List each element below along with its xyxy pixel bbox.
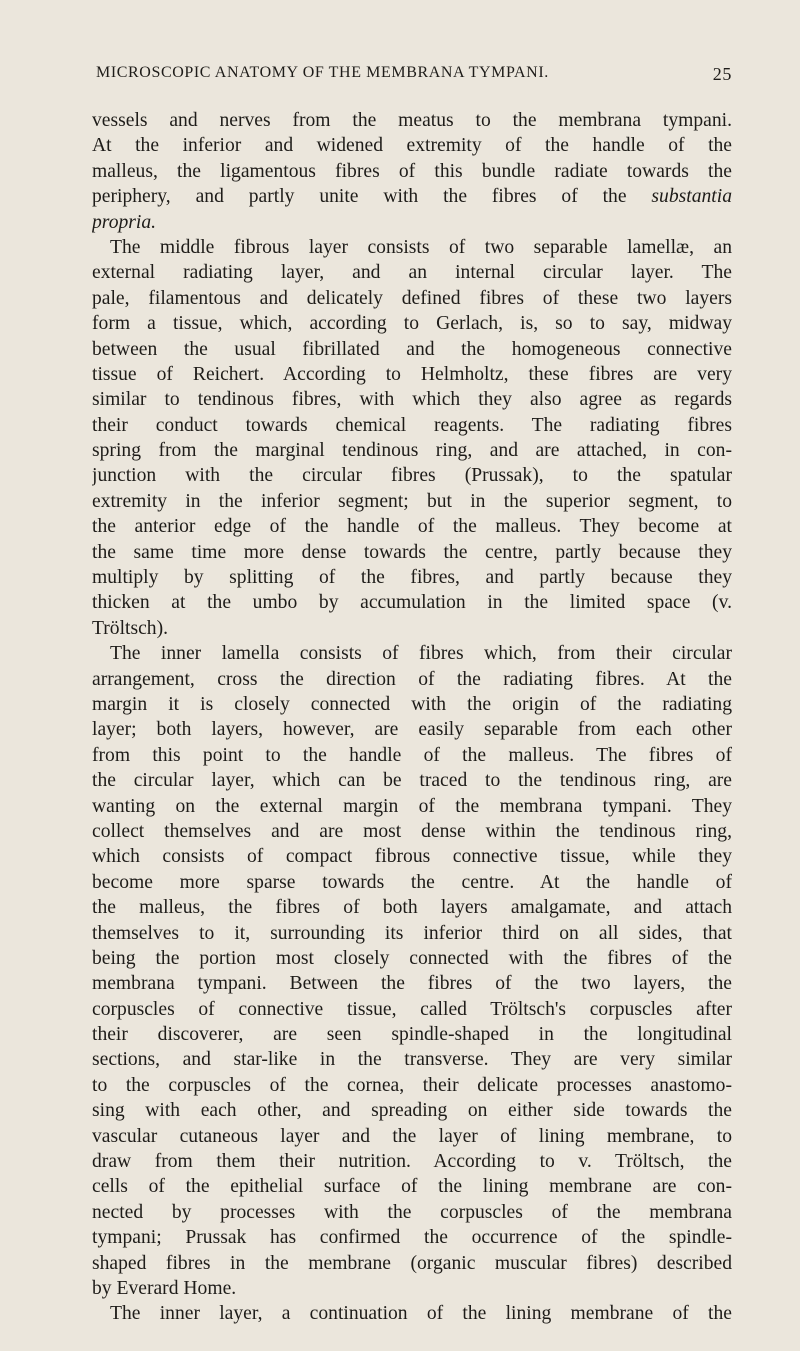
text-line: their discoverer, are seen spindle-shaped in the longitudinal: [92, 1024, 732, 1046]
text-line: become more sparse towards the centre. At the handle of: [92, 871, 732, 893]
text-line: junction with the circular fibres (Prussak), to the spatular: [92, 465, 732, 487]
text-line: margin it is closely connected with the origin of the radiating: [92, 693, 732, 715]
text-line: pale, filamentous and delicately defined fibres of these two layers: [92, 287, 732, 309]
text-line: multiply by splitting of the fibres, and partly because they: [92, 567, 732, 589]
text-fragment: periphery, and partly unite with the fibres of the: [92, 186, 652, 208]
text-line: form a tissue, which, according to Gerlach, is, so to say, midway: [92, 313, 732, 335]
text-line: sing with each other, and spreading on either side towards the: [92, 1100, 732, 1122]
running-head: [92, 64, 732, 92]
text-line: cells of the epithelial surface of the lining membrane are con-: [92, 1176, 732, 1198]
text-line: nected by processes with the corpuscles of the membrana: [92, 1201, 732, 1223]
text-line: being the portion most closely connected with the fibres of the: [92, 947, 732, 969]
running-title: MICROSCOPIC ANATOMY OF THE MEMBRANA TYMPANI.: [96, 64, 549, 81]
text-line: the circular layer, which can be traced to the tendinous ring, are: [92, 770, 732, 792]
text-line: tympani; Prussak has confirmed the occurrence of the spindle-: [92, 1227, 732, 1249]
text-line: which consists of compact fibrous connective tissue, while they: [92, 846, 732, 868]
text-line: [92, 210, 732, 235]
text-line: The inner layer, a continuation of the lining membrane of the: [110, 1303, 732, 1325]
text-line: layer; both layers, however, are easily separable from each other: [92, 719, 732, 741]
text-line: draw from them their nutrition. According to v. Tröltsch, the: [92, 1151, 732, 1173]
text-line: The inner lamella consists of fibres which, from their circular: [110, 643, 732, 665]
text-line: by Everard Home.: [92, 1277, 237, 1299]
text-line: external radiating layer, and an internal circular layer. The: [92, 262, 732, 284]
text-line: wanting on the external margin of the membrana tympani. They: [92, 795, 732, 817]
text-line: membrana tympani. Between the fibres of the two layers, the: [92, 973, 732, 995]
text-line: the same time more dense towards the centre, partly because they: [92, 541, 732, 563]
page-number: 25: [712, 64, 732, 84]
text-line: to the corpuscles of the cornea, their delicate processes anastomo-: [92, 1074, 732, 1096]
text-line: arrangement, cross the direction of the radiating fibres. At the: [92, 668, 732, 690]
text-line: shaped fibres in the membrane (organic muscular fibres) described: [92, 1252, 732, 1274]
text-line: At the inferior and widened extremity of the handle of the: [92, 135, 732, 157]
text-line: vascular cutaneous layer and the layer of lining membrane, to: [92, 1125, 732, 1147]
text-line: collect themselves and are most dense within the tendinous ring,: [92, 820, 732, 842]
text-line: similar to tendinous fibres, with which they also agree as regards: [92, 389, 732, 411]
text-line: tissue of Reichert. According to Helmholtz, these fibres are very: [92, 363, 732, 385]
text-line: between the usual fibrillated and the homogeneous connective: [92, 338, 732, 360]
text-line: Tröltsch).: [92, 617, 169, 639]
body-text: [92, 108, 732, 1327]
italic-term: propria.: [92, 211, 157, 233]
text-line: corpuscles of connective tissue, called Tröltsch's corpuscles after: [92, 998, 732, 1020]
text-line: malleus, the ligamentous fibres of this bundle radiate towards the: [92, 160, 732, 182]
text-line: from this point to the handle of the malleus. The fibres of: [92, 744, 732, 766]
italic-term: substantia: [651, 186, 732, 208]
text-line: themselves to it, surrounding its inferior third on all sides, that: [92, 922, 732, 944]
text-line: vessels and nerves from the meatus to the membrana tympani.: [92, 110, 732, 131]
text-line: extremity in the inferior segment; but in the superior segment, to: [92, 490, 732, 512]
text-line: their conduct towards chemical reagents. The radiating fibres: [92, 414, 732, 436]
text-line: thicken at the umbo by accumulation in the limited space (v.: [92, 592, 732, 614]
text-line: the malleus, the fibres of both layers amalgamate, and attach: [92, 897, 732, 919]
text-line: the anterior edge of the handle of the malleus. They become at: [92, 516, 732, 538]
text-line: The middle fibrous layer consists of two separable lamellæ, an: [110, 236, 732, 258]
text-line: spring from the marginal tendinous ring, and are attached, in con-: [92, 440, 732, 462]
text-line: [92, 184, 732, 209]
text-line: sections, and star-like in the transverse. They are very similar: [92, 1049, 732, 1071]
